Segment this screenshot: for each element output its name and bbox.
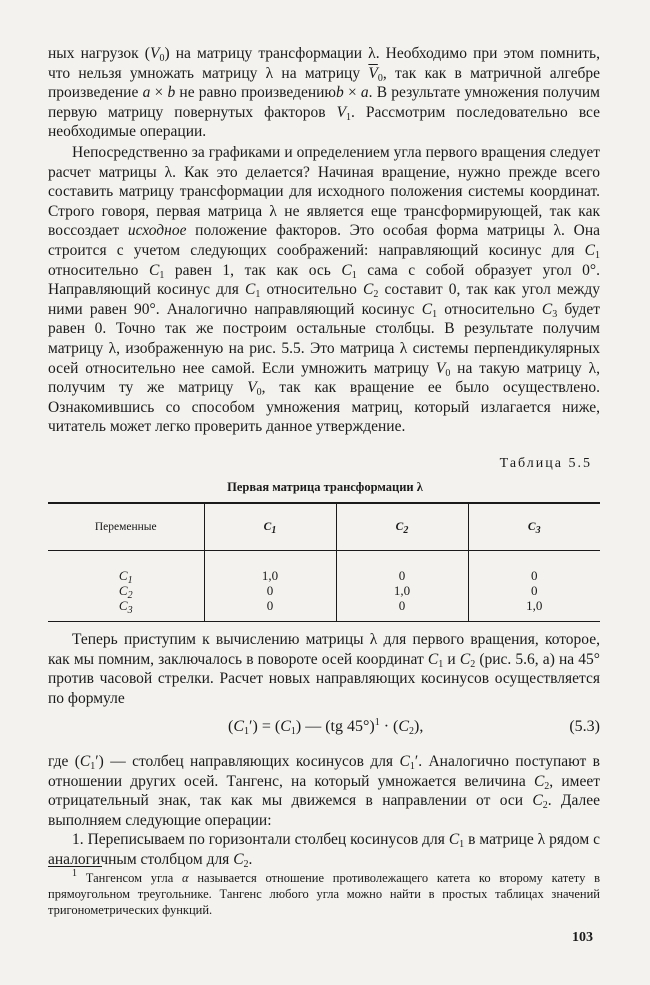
header-c3: $C_3$	[468, 503, 600, 551]
paragraph-2: Непосредственно за графиками и определением угла первого вращения следует расчет матрицы λ. Как это делается? Начиная вращение, нужно прежде всего составить матрицу трансформации для исходного положения системы координат. Строго говоря, первая матрица λ не является еще трансформирующей, так как воссоздает исходное положение факторов. Это особая форма матрицы λ. Она строится с учетом следующих соображений: направляющий косинус для $C_1$ относительно $C_1$ равен 1, так как ось $C_1$ сама с собой образует угол 0°. Направляющий косинус для $C_1$ относительно $C_2$ составит 0, так как угол между ними равен 90°. Аналогично направляющий косинус $C_1$ относительно $C_3$ будет равен 0. Точно так же построим остальные столбцы. В результате получим матрицу λ, изображенную на рис. 5.5. Это матрица λ системы перпендикулярных осей относительно нее самой. Если умножить матрицу $V_0$ на такую матрицу λ, получим ту же матрицу $V_0$, так как вращение ее было осуществлено. Ознакомившись со способом умножения матриц, который излагается ниже, читатель может легко проверить данное утверждение.	[48, 144, 600, 436]
table-cell: 0	[204, 583, 336, 598]
table-cell: 0	[468, 551, 600, 584]
table-cell: 1,0	[336, 583, 468, 598]
table-cell: 0	[336, 598, 468, 622]
transformation-matrix-table	[48, 502, 600, 622]
paragraph-5: 1. Переписываем по горизонтали столбец косинусов для $C_1$ в матрице λ рядом с аналогичным столбцом для $C_2$.	[48, 831, 600, 870]
table-label: Таблица 5.5	[499, 456, 592, 471]
paragraph-3: Теперь приступим к вычислению матрицы λ для первого вращения, которое, как мы помним, заключалось в повороте осей координат $C_1$ и $C_2$ (рис. 5.6, а) на 45° против часовой стрелки. Расчет новых направляющих косинусов осуществляется по формуле	[48, 631, 600, 707]
row-label: $C_1$	[118, 568, 133, 586]
footnote: $^1$ Тангенсом угла α называется отношение противолежащего катета ко второму катету в прямоугольном треугольнике. Тангенс любого угла можно найти в простых таблицах значений тригонометрических функций.	[48, 868, 600, 917]
formula-5-3	[48, 718, 600, 740]
paragraph-1: ных нагрузок $(V_0)$ на матрицу трансформации λ. Необходимо при этом помнить, что нельзя умножать матрицу λ на матрицу $\overline{V}_0$, так как в матричной алгебре произведение a × b не равно произведениюb × a. В результате умножения получим первую матрицу повернутых факторов $V_1$. Рассмотрим последовательно все необходимые операции.	[48, 45, 600, 141]
formula-number: (5.3)	[569, 718, 600, 735]
table-row	[48, 583, 600, 598]
formula-expression: $(C_1') = (C_1)$ — (tg $45^\circ)^1 \cdot (C_2)$,	[228, 717, 424, 737]
table-cell: 0	[336, 551, 468, 584]
row-label: $C_3$	[48, 598, 204, 622]
header-c2: $C_2$	[336, 503, 468, 551]
row-label: $C_2$	[118, 583, 133, 601]
table-row	[48, 551, 600, 584]
table-cell: 1,0	[204, 551, 336, 584]
table-cell: 0	[204, 598, 336, 622]
table-caption: Первая матрица трансформации λ	[227, 480, 423, 494]
table-cell: 0	[468, 583, 600, 598]
header-c1: $C_1$	[204, 503, 336, 551]
paragraph-4: где $(C_1')$ — столбец направляющих косинусов для $C_1'$. Аналогично поступают в отношении других осей. Тангенс, на который умножается величина $C_2$, имеет отрицательный знак, так как мы движемся в направлении от оси $C_2$. Далее выполняем следующие операции:	[48, 753, 601, 829]
page-number: 103	[572, 930, 593, 945]
table-row	[48, 598, 600, 622]
header-variables: Переменные	[48, 503, 204, 551]
footnote-divider	[48, 866, 102, 867]
table-cell: 1,0	[468, 598, 600, 622]
table-header-row	[48, 503, 600, 551]
